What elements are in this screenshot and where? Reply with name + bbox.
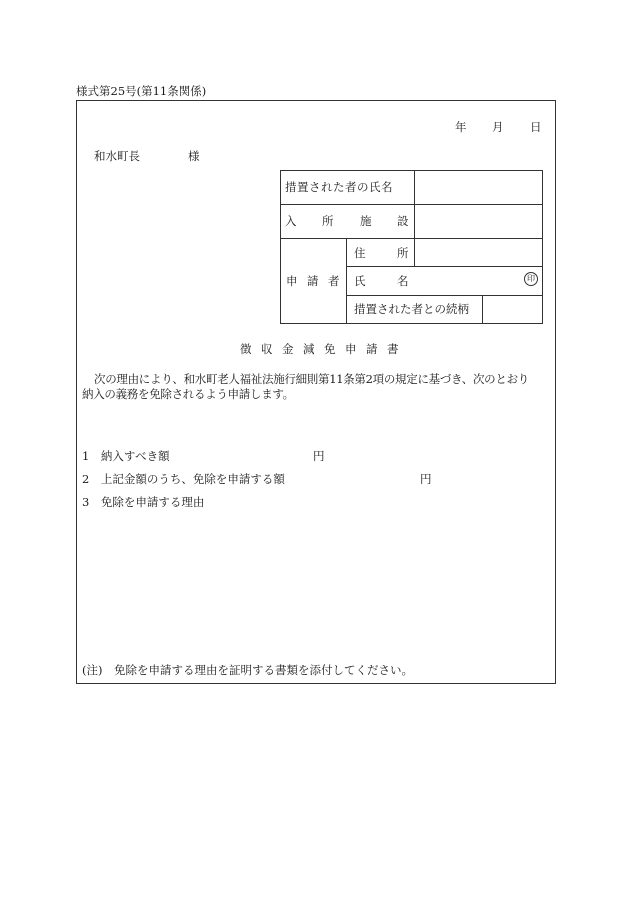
item-1-amount-field[interactable]	[190, 447, 308, 463]
footnote: (注) 免除を申請する理由を証明する書類を添付してください。	[82, 663, 413, 677]
placed-person-name-label: 措置された者の氏名	[285, 180, 393, 194]
date-month: 月	[492, 120, 504, 134]
addressee-name: 和水町長	[94, 149, 140, 163]
item-3-label: 3 免除を申請する理由	[82, 495, 205, 509]
date-day: 日	[530, 120, 542, 134]
seal-icon: 印	[524, 272, 538, 286]
relationship-label: 措置された者との続柄	[354, 302, 469, 316]
form-number: 様式第25号(第11条関係)	[76, 84, 207, 98]
body-line-2: 納入の義務を免除されるよう申請します。	[82, 387, 294, 401]
body-line-1: 次の理由により、和水町老人福祉法施行細則第11条第2項の規定に基づき、次のとおり	[94, 372, 529, 386]
reason-field[interactable]	[82, 515, 542, 655]
item-1-label: 1 納入すべき額	[82, 449, 170, 463]
address-field[interactable]	[415, 239, 542, 266]
name-field[interactable]	[415, 267, 520, 295]
item-1-unit: 円	[313, 449, 325, 463]
placed-person-name-field[interactable]	[415, 171, 542, 204]
date-year: 年	[455, 120, 467, 134]
facility-field[interactable]	[415, 205, 542, 238]
addressee-honorific: 様	[188, 149, 200, 163]
item-2-label: 2 上記金額のうち、免除を申請する額	[82, 472, 285, 486]
item-2-amount-field[interactable]	[295, 470, 413, 486]
item-2-unit: 円	[420, 472, 432, 486]
relationship-field[interactable]	[483, 296, 542, 323]
